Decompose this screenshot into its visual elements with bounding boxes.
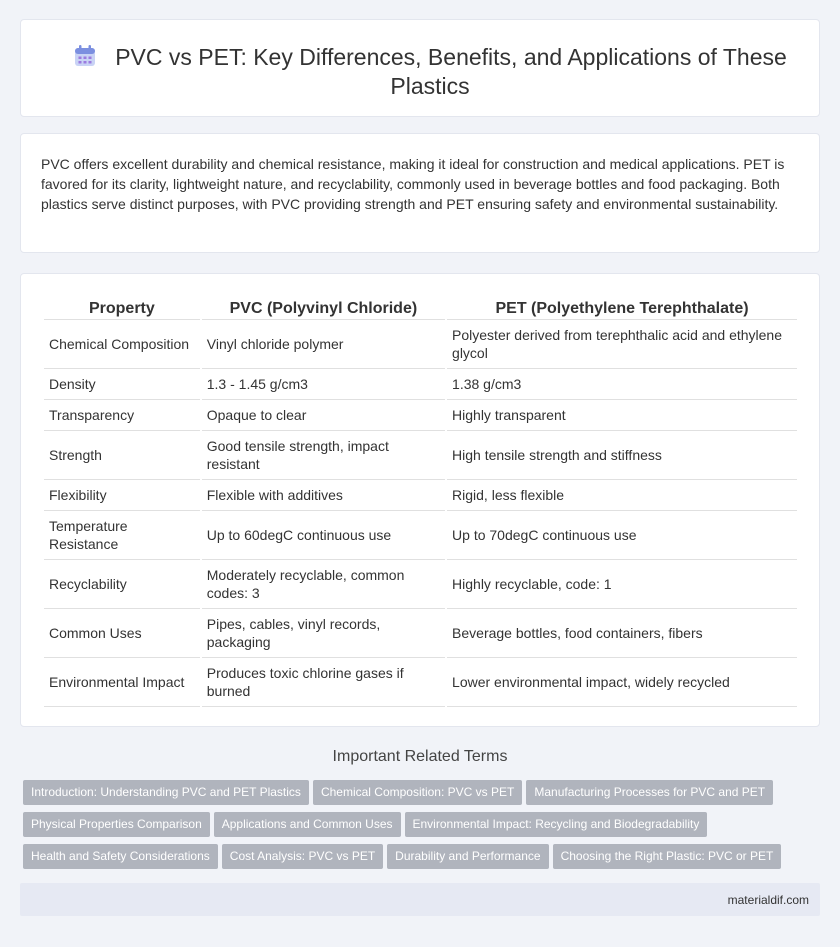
property-cell: Recyclability: [44, 560, 200, 609]
related-tag[interactable]: Applications and Common Uses: [214, 812, 401, 837]
property-cell: Environmental Impact: [44, 658, 200, 707]
property-cell: Chemical Composition: [44, 320, 200, 369]
pvc-cell: Up to 60degC continuous use: [202, 511, 445, 560]
comparison-table: [42, 293, 799, 707]
table-row: [44, 320, 797, 369]
column-header-pvc: PVC (Polyvinyl Chloride): [202, 293, 445, 320]
related-tag[interactable]: Choosing the Right Plastic: PVC or PET: [553, 844, 782, 869]
pet-cell: 1.38 g/cm3: [447, 369, 797, 400]
related-tag[interactable]: Durability and Performance: [387, 844, 548, 869]
table-row: [44, 369, 797, 400]
column-header-property: Property: [44, 293, 200, 320]
table-row: [44, 431, 797, 480]
tag-row: [23, 780, 803, 812]
pvc-cell: 1.3 - 1.45 g/cm3: [202, 369, 445, 400]
intro-card: [20, 133, 820, 253]
pvc-cell: Vinyl chloride polymer: [202, 320, 445, 369]
footer-site-link[interactable]: materialdif.com: [727, 893, 809, 907]
property-cell: Common Uses: [44, 609, 200, 658]
pet-cell: Lower environmental impact, widely recycled: [447, 658, 797, 707]
table-row: [44, 511, 797, 560]
column-header-pet: PET (Polyethylene Terephthalate): [447, 293, 797, 320]
pvc-cell: Flexible with additives: [202, 480, 445, 511]
property-cell: Transparency: [44, 400, 200, 431]
table-row: [44, 400, 797, 431]
intro-paragraph: PVC offers excellent durability and chemical resistance, making it ideal for construction and medical applications. PET is favored for its clarity, lightweight nature, and recyclability, commonly used in beverage bottles and food packaging. Both plastics serve distinct purposes, with PVC providing strength and PET ensuring safety and environmental sustainability.: [41, 156, 785, 212]
related-tag[interactable]: Manufacturing Processes for PVC and PET: [526, 780, 773, 805]
tag-row: [23, 812, 803, 844]
property-cell: Flexibility: [44, 480, 200, 511]
pet-cell: Up to 70degC continuous use: [447, 511, 797, 560]
related-terms-tags: [23, 780, 803, 876]
related-tag[interactable]: Introduction: Understanding PVC and PET Plastics: [23, 780, 309, 805]
pvc-cell: Pipes, cables, vinyl records, packaging: [202, 609, 445, 658]
related-tag[interactable]: Cost Analysis: PVC vs PET: [222, 844, 383, 869]
pet-cell: Polyester derived from terephthalic acid and ethylene glycol: [447, 320, 797, 369]
table-header-row: [44, 293, 797, 320]
pvc-cell: Good tensile strength, impact resistant: [202, 431, 445, 480]
pet-cell: Beverage bottles, food containers, fibers: [447, 609, 797, 658]
table-row: [44, 560, 797, 609]
pet-cell: High tensile strength and stiffness: [447, 431, 797, 480]
comparison-table-card: [20, 273, 820, 727]
calendar-icon: [73, 44, 97, 68]
page-title: [61, 43, 799, 101]
table-row: [44, 609, 797, 658]
property-cell: Strength: [44, 431, 200, 480]
table-row: [44, 658, 797, 707]
table-row: [44, 480, 797, 511]
property-cell: Temperature Resistance: [44, 511, 200, 560]
property-cell: Density: [44, 369, 200, 400]
pvc-cell: Produces toxic chlorine gases if burned: [202, 658, 445, 707]
header-card: [20, 19, 820, 117]
page-title-text: PVC vs PET: Key Differences, Benefits, and Applications of These Plastics: [115, 44, 787, 99]
pet-cell: Highly transparent: [447, 400, 797, 431]
related-tag[interactable]: Chemical Composition: PVC vs PET: [313, 780, 522, 805]
pvc-cell: Opaque to clear: [202, 400, 445, 431]
related-tag[interactable]: Health and Safety Considerations: [23, 844, 218, 869]
pet-cell: Highly recyclable, code: 1: [447, 560, 797, 609]
related-tag[interactable]: Environmental Impact: Recycling and Biodegradability: [405, 812, 708, 837]
footer-bar: [20, 883, 820, 916]
pvc-cell: Moderately recyclable, common codes: 3: [202, 560, 445, 609]
related-tag[interactable]: Physical Properties Comparison: [23, 812, 210, 837]
related-terms-heading: Important Related Terms: [332, 748, 508, 765]
tag-row: [23, 844, 803, 876]
pet-cell: Rigid, less flexible: [447, 480, 797, 511]
